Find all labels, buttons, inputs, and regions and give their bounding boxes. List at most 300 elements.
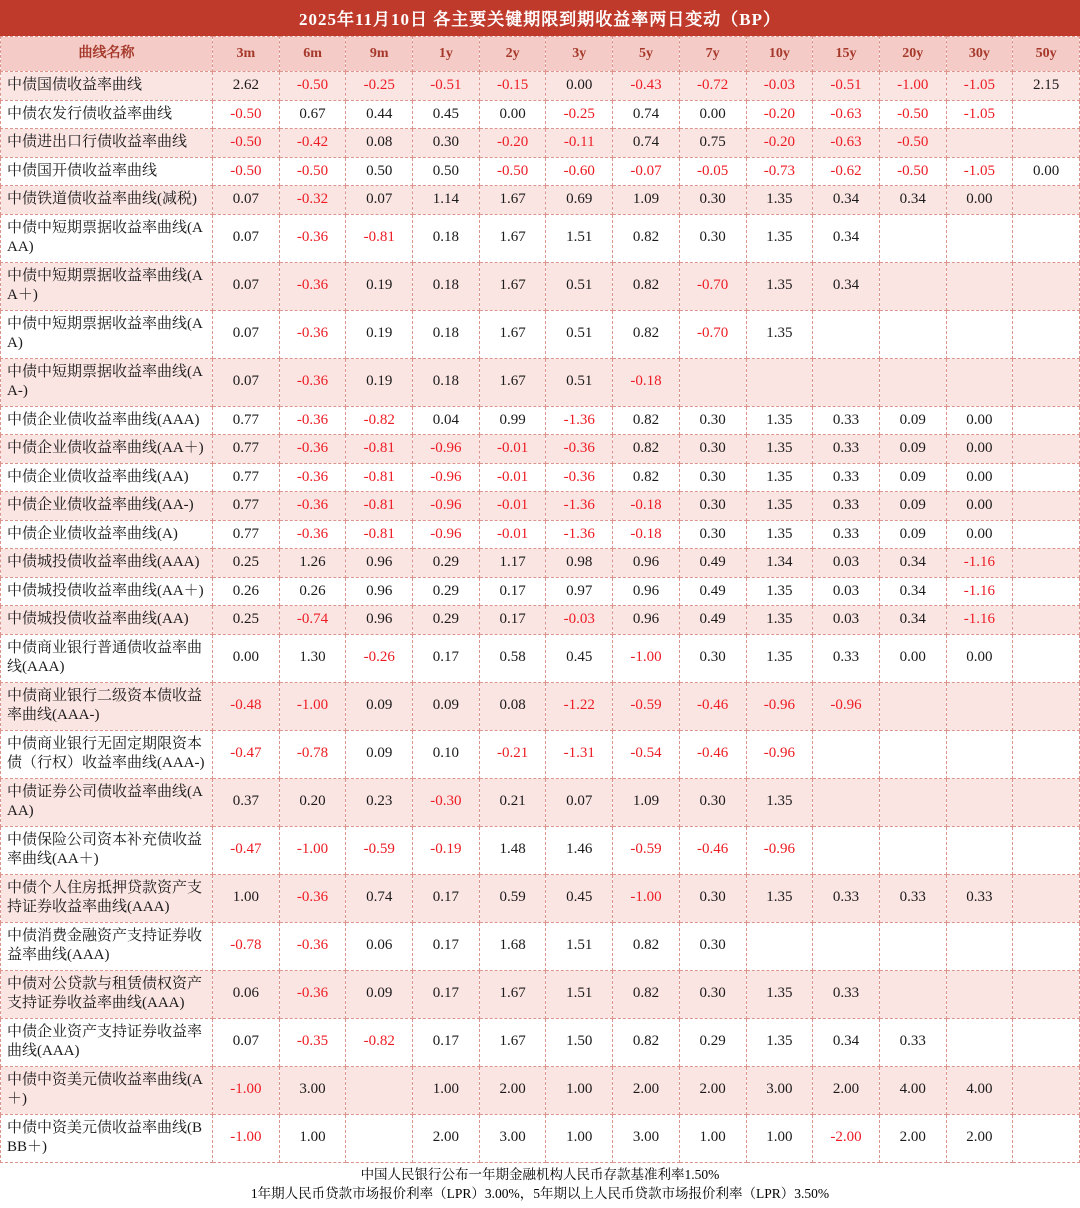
value-cell: -0.36 <box>279 922 346 970</box>
curve-name: 中债中短期票据收益率曲线(AA＋) <box>1 262 213 310</box>
value-cell: 0.07 <box>213 262 280 310</box>
value-cell: -0.96 <box>746 682 813 730</box>
curve-name: 中债中短期票据收益率曲线(AAA) <box>1 214 213 262</box>
value-cell <box>1013 1114 1080 1162</box>
value-cell: 0.00 <box>946 520 1013 549</box>
value-cell: 2.00 <box>413 1114 480 1162</box>
value-cell: -0.54 <box>613 730 680 778</box>
value-cell: 1.34 <box>746 549 813 578</box>
value-cell <box>813 730 880 778</box>
value-cell: 0.09 <box>413 682 480 730</box>
value-cell: -0.72 <box>679 72 746 101</box>
value-cell: -0.03 <box>746 72 813 101</box>
value-cell <box>1013 634 1080 682</box>
value-cell: -0.05 <box>679 157 746 186</box>
value-cell: -1.00 <box>213 1066 280 1114</box>
value-cell <box>813 922 880 970</box>
value-cell <box>879 826 946 874</box>
value-cell: 0.30 <box>679 463 746 492</box>
value-cell: 0.34 <box>813 262 880 310</box>
value-cell: -0.59 <box>613 682 680 730</box>
value-cell <box>1013 922 1080 970</box>
value-cell <box>1013 826 1080 874</box>
value-cell: 0.33 <box>813 634 880 682</box>
table-row <box>1 358 1080 406</box>
value-cell <box>879 970 946 1018</box>
value-cell <box>946 310 1013 358</box>
value-cell: 0.09 <box>346 970 413 1018</box>
value-cell: 0.82 <box>613 970 680 1018</box>
value-cell: 0.00 <box>946 435 1013 464</box>
value-cell: -1.16 <box>946 549 1013 578</box>
value-cell: 0.74 <box>613 129 680 158</box>
value-cell: 3.00 <box>746 1066 813 1114</box>
curve-name: 中债保险公司资本补充债收益率曲线(AA＋) <box>1 826 213 874</box>
value-cell: -0.43 <box>613 72 680 101</box>
value-cell: 1.35 <box>746 634 813 682</box>
value-cell: 0.30 <box>679 634 746 682</box>
table-row <box>1 730 1080 778</box>
value-cell: 0.33 <box>813 520 880 549</box>
value-cell: -0.96 <box>413 463 480 492</box>
value-cell: -1.05 <box>946 157 1013 186</box>
value-cell: 0.82 <box>613 310 680 358</box>
value-cell <box>946 358 1013 406</box>
value-cell: -0.96 <box>746 730 813 778</box>
value-cell: 0.34 <box>879 186 946 215</box>
value-cell: -0.36 <box>279 435 346 464</box>
table-row <box>1 72 1080 101</box>
table-row <box>1 520 1080 549</box>
value-cell: 0.18 <box>413 262 480 310</box>
value-cell <box>1013 129 1080 158</box>
value-cell: 0.26 <box>213 577 280 606</box>
value-cell: 0.25 <box>213 549 280 578</box>
value-cell: 0.07 <box>546 778 613 826</box>
value-cell: 0.51 <box>546 262 613 310</box>
value-cell: 0.82 <box>613 435 680 464</box>
value-cell <box>946 922 1013 970</box>
value-cell: 3.00 <box>479 1114 546 1162</box>
value-cell <box>1013 730 1080 778</box>
table-row <box>1 435 1080 464</box>
value-cell: -0.32 <box>279 186 346 215</box>
table-row <box>1 922 1080 970</box>
value-cell: 0.00 <box>213 634 280 682</box>
value-cell: 0.33 <box>946 874 1013 922</box>
value-cell: 1.35 <box>746 970 813 1018</box>
curve-name: 中债中资美元债收益率曲线(A＋) <box>1 1066 213 1114</box>
value-cell <box>1013 492 1080 521</box>
value-cell: 0.77 <box>213 406 280 435</box>
value-cell: 0.96 <box>346 606 413 635</box>
value-cell <box>813 310 880 358</box>
tenor-header: 30y <box>946 37 1013 72</box>
value-cell: -0.96 <box>413 435 480 464</box>
value-cell <box>1013 406 1080 435</box>
value-cell: -1.00 <box>213 1114 280 1162</box>
value-cell: 1.67 <box>479 358 546 406</box>
value-cell: 0.33 <box>879 874 946 922</box>
value-cell <box>946 778 1013 826</box>
value-cell: 4.00 <box>946 1066 1013 1114</box>
curve-name: 中债城投债收益率曲线(AAA) <box>1 549 213 578</box>
value-cell: -1.16 <box>946 577 1013 606</box>
value-cell: 0.37 <box>213 778 280 826</box>
tenor-header: 15y <box>813 37 880 72</box>
value-cell <box>946 1018 1013 1066</box>
curve-name: 中债对公贷款与租赁债权资产支持证券收益率曲线(AAA) <box>1 970 213 1018</box>
curve-name: 中债城投债收益率曲线(AA＋) <box>1 577 213 606</box>
value-cell: -0.36 <box>279 262 346 310</box>
value-cell <box>1013 970 1080 1018</box>
value-cell: -0.59 <box>613 826 680 874</box>
value-cell: 0.26 <box>279 577 346 606</box>
value-cell: 0.30 <box>679 970 746 1018</box>
value-cell: 0.75 <box>679 129 746 158</box>
value-cell: -1.00 <box>613 634 680 682</box>
value-cell: -0.11 <box>546 129 613 158</box>
value-cell <box>879 778 946 826</box>
value-cell: -0.74 <box>279 606 346 635</box>
value-cell: 0.69 <box>546 186 613 215</box>
value-cell: 1.67 <box>479 1018 546 1066</box>
value-cell: -0.62 <box>813 157 880 186</box>
value-cell: -0.96 <box>413 520 480 549</box>
value-cell <box>1013 214 1080 262</box>
value-cell: 0.29 <box>413 549 480 578</box>
value-cell: 0.97 <box>546 577 613 606</box>
value-cell: 0.51 <box>546 358 613 406</box>
value-cell: -0.36 <box>279 492 346 521</box>
value-cell: 0.51 <box>546 310 613 358</box>
value-cell: 1.50 <box>546 1018 613 1066</box>
tenor-header: 9m <box>346 37 413 72</box>
value-cell: 0.49 <box>679 606 746 635</box>
table-row <box>1 682 1080 730</box>
value-cell: -0.19 <box>413 826 480 874</box>
curve-name: 中债商业银行普通债收益率曲线(AAA) <box>1 634 213 682</box>
curve-name: 中债中短期票据收益率曲线(AA-) <box>1 358 213 406</box>
value-cell <box>946 730 1013 778</box>
value-cell: 3.00 <box>279 1066 346 1114</box>
value-cell: 0.07 <box>213 1018 280 1066</box>
value-cell: 0.77 <box>213 463 280 492</box>
value-cell: -0.47 <box>213 730 280 778</box>
value-cell: -0.30 <box>413 778 480 826</box>
value-cell: -0.36 <box>279 406 346 435</box>
value-cell: -1.00 <box>279 826 346 874</box>
value-cell: 0.96 <box>346 549 413 578</box>
table-row <box>1 100 1080 129</box>
value-cell: -0.50 <box>879 129 946 158</box>
value-cell: 1.14 <box>413 186 480 215</box>
value-cell: 0.20 <box>279 778 346 826</box>
page-title: 2025年11月10日 各主要关键期限到期收益率两日变动（BP） <box>0 0 1080 36</box>
value-cell: 0.34 <box>879 549 946 578</box>
value-cell: 0.06 <box>346 922 413 970</box>
value-cell: 1.00 <box>546 1114 613 1162</box>
value-cell: 0.34 <box>813 214 880 262</box>
value-cell: 0.30 <box>413 129 480 158</box>
value-cell: -0.60 <box>546 157 613 186</box>
table-row <box>1 214 1080 262</box>
value-cell: -0.21 <box>479 730 546 778</box>
value-cell: 1.35 <box>746 778 813 826</box>
value-cell: 0.33 <box>813 970 880 1018</box>
table-row <box>1 406 1080 435</box>
value-cell: -0.78 <box>213 922 280 970</box>
value-cell <box>1013 778 1080 826</box>
table-row <box>1 1066 1080 1114</box>
value-cell: 0.06 <box>213 970 280 1018</box>
value-cell <box>346 1066 413 1114</box>
value-cell: 1.68 <box>479 922 546 970</box>
table-row <box>1 549 1080 578</box>
value-cell <box>813 778 880 826</box>
value-cell: 1.67 <box>479 310 546 358</box>
value-cell: 0.17 <box>413 1018 480 1066</box>
curve-name: 中债铁道债收益率曲线(减税) <box>1 186 213 215</box>
value-cell: 0.08 <box>346 129 413 158</box>
value-cell: 0.33 <box>813 492 880 521</box>
value-cell: 1.35 <box>746 214 813 262</box>
value-cell: 0.44 <box>346 100 413 129</box>
curve-name: 中债消费金融资产支持证券收益率曲线(AAA) <box>1 922 213 970</box>
value-cell <box>1013 549 1080 578</box>
value-cell <box>1013 1018 1080 1066</box>
value-cell: -0.59 <box>346 826 413 874</box>
value-cell: -0.36 <box>279 358 346 406</box>
value-cell: -0.46 <box>679 730 746 778</box>
curve-name: 中债证券公司债收益率曲线(AAA) <box>1 778 213 826</box>
value-cell <box>1013 1066 1080 1114</box>
table-row <box>1 778 1080 826</box>
value-cell: -0.15 <box>479 72 546 101</box>
value-cell <box>879 310 946 358</box>
value-cell: -0.96 <box>813 682 880 730</box>
value-cell: 1.00 <box>413 1066 480 1114</box>
value-cell: -1.05 <box>946 72 1013 101</box>
value-cell: 0.18 <box>413 214 480 262</box>
value-cell <box>879 730 946 778</box>
table-header-row <box>1 37 1080 72</box>
value-cell: -0.36 <box>279 463 346 492</box>
curve-name: 中债城投债收益率曲线(AA) <box>1 606 213 635</box>
value-cell <box>1013 358 1080 406</box>
table-row <box>1 970 1080 1018</box>
value-cell: 0.21 <box>479 778 546 826</box>
value-cell: -0.36 <box>279 310 346 358</box>
value-cell: 0.04 <box>413 406 480 435</box>
value-cell: 1.00 <box>546 1066 613 1114</box>
value-cell <box>679 358 746 406</box>
value-cell: -0.50 <box>279 72 346 101</box>
value-cell: 0.17 <box>413 922 480 970</box>
tenor-header: 6m <box>279 37 346 72</box>
value-cell: -0.01 <box>479 463 546 492</box>
table-row <box>1 186 1080 215</box>
value-cell: 0.30 <box>679 492 746 521</box>
curve-name: 中债个人住房抵押贷款资产支持证券收益率曲线(AAA) <box>1 874 213 922</box>
value-cell: 0.45 <box>413 100 480 129</box>
value-cell: -0.63 <box>813 129 880 158</box>
value-cell: -0.50 <box>213 100 280 129</box>
value-cell: 0.77 <box>213 520 280 549</box>
value-cell <box>946 129 1013 158</box>
value-cell: 1.35 <box>746 406 813 435</box>
value-cell: 0.25 <box>213 606 280 635</box>
value-cell: 0.96 <box>346 577 413 606</box>
tenor-header: 5y <box>613 37 680 72</box>
value-cell <box>879 214 946 262</box>
curve-name: 中债企业债收益率曲线(AA) <box>1 463 213 492</box>
value-cell: 1.35 <box>746 186 813 215</box>
value-cell: -0.01 <box>479 520 546 549</box>
value-cell: -0.63 <box>813 100 880 129</box>
value-cell: -0.01 <box>479 492 546 521</box>
value-cell <box>879 922 946 970</box>
value-cell: -0.81 <box>346 214 413 262</box>
value-cell: -0.36 <box>279 970 346 1018</box>
value-cell: 1.67 <box>479 214 546 262</box>
value-cell: 0.00 <box>946 492 1013 521</box>
value-cell: 1.67 <box>479 186 546 215</box>
value-cell <box>1013 100 1080 129</box>
value-cell: 2.00 <box>479 1066 546 1114</box>
value-cell: 0.30 <box>679 874 746 922</box>
value-cell: -0.78 <box>279 730 346 778</box>
value-cell: -0.96 <box>413 492 480 521</box>
value-cell: 0.82 <box>613 463 680 492</box>
value-cell: -0.35 <box>279 1018 346 1066</box>
table-row <box>1 634 1080 682</box>
value-cell: 1.35 <box>746 874 813 922</box>
value-cell <box>946 262 1013 310</box>
curve-name: 中债企业债收益率曲线(AA＋) <box>1 435 213 464</box>
value-cell: -0.82 <box>346 1018 413 1066</box>
curve-name: 中债中短期票据收益率曲线(AA) <box>1 310 213 358</box>
yield-change-table <box>0 36 1080 1163</box>
value-cell: -0.82 <box>346 406 413 435</box>
value-cell <box>1013 310 1080 358</box>
value-cell: 0.30 <box>679 435 746 464</box>
table-row <box>1 606 1080 635</box>
value-cell <box>1013 435 1080 464</box>
curve-name: 中债国债收益率曲线 <box>1 72 213 101</box>
value-cell: 4.00 <box>879 1066 946 1114</box>
value-cell <box>1013 463 1080 492</box>
table-row <box>1 492 1080 521</box>
value-cell: -1.00 <box>279 682 346 730</box>
value-cell: 0.33 <box>813 406 880 435</box>
value-cell: 0.19 <box>346 310 413 358</box>
value-cell: 1.00 <box>279 1114 346 1162</box>
table-row <box>1 1114 1080 1162</box>
value-cell: 0.30 <box>679 922 746 970</box>
value-cell: 0.10 <box>413 730 480 778</box>
value-cell: 1.35 <box>746 520 813 549</box>
value-cell: 0.17 <box>413 874 480 922</box>
value-cell: 0.07 <box>213 186 280 215</box>
value-cell: 0.96 <box>613 549 680 578</box>
value-cell <box>879 682 946 730</box>
value-cell: -2.00 <box>813 1114 880 1162</box>
table-row <box>1 129 1080 158</box>
value-cell: 1.48 <box>479 826 546 874</box>
value-cell: -0.36 <box>546 435 613 464</box>
value-cell: -0.25 <box>546 100 613 129</box>
value-cell <box>1013 520 1080 549</box>
value-cell: 0.18 <box>413 358 480 406</box>
value-cell: -0.51 <box>813 72 880 101</box>
value-cell: 0.33 <box>813 463 880 492</box>
tenor-header: 3y <box>546 37 613 72</box>
value-cell: 0.00 <box>679 100 746 129</box>
tenor-header: 3m <box>213 37 280 72</box>
value-cell: 0.09 <box>346 682 413 730</box>
value-cell: 2.00 <box>946 1114 1013 1162</box>
tenor-header: 2y <box>479 37 546 72</box>
value-cell <box>1013 577 1080 606</box>
value-cell: 1.51 <box>546 970 613 1018</box>
curve-name: 中债商业银行二级资本债收益率曲线(AAA-) <box>1 682 213 730</box>
value-cell: -0.73 <box>746 157 813 186</box>
value-cell: 0.23 <box>346 778 413 826</box>
table-row <box>1 310 1080 358</box>
value-cell: 0.00 <box>946 406 1013 435</box>
table-row <box>1 577 1080 606</box>
value-cell: 0.09 <box>879 520 946 549</box>
value-cell: 0.33 <box>813 874 880 922</box>
value-cell: -1.05 <box>946 100 1013 129</box>
value-cell: -0.36 <box>279 520 346 549</box>
value-cell <box>879 262 946 310</box>
table-row <box>1 1018 1080 1066</box>
value-cell: 0.58 <box>479 634 546 682</box>
tenor-header: 10y <box>746 37 813 72</box>
value-cell: 0.30 <box>679 406 746 435</box>
value-cell: 0.96 <box>613 577 680 606</box>
value-cell: 0.82 <box>613 214 680 262</box>
value-cell: 0.82 <box>613 1018 680 1066</box>
value-cell: -0.47 <box>213 826 280 874</box>
value-cell <box>813 826 880 874</box>
value-cell: 0.82 <box>613 262 680 310</box>
value-cell <box>946 826 1013 874</box>
value-cell: 0.34 <box>813 1018 880 1066</box>
value-cell: 0.17 <box>413 970 480 1018</box>
value-cell: -0.50 <box>479 157 546 186</box>
value-cell: 0.82 <box>613 406 680 435</box>
value-cell: 1.46 <box>546 826 613 874</box>
value-cell: 0.00 <box>479 100 546 129</box>
value-cell: 0.98 <box>546 549 613 578</box>
value-cell: 0.45 <box>546 874 613 922</box>
value-cell: 1.35 <box>746 463 813 492</box>
value-cell: 0.00 <box>946 463 1013 492</box>
value-cell: 0.07 <box>213 358 280 406</box>
value-cell: 0.00 <box>1013 157 1080 186</box>
value-cell: 0.30 <box>679 214 746 262</box>
value-cell <box>1013 606 1080 635</box>
value-cell: 2.00 <box>813 1066 880 1114</box>
value-cell: 1.30 <box>279 634 346 682</box>
value-cell: 0.17 <box>413 634 480 682</box>
curve-name: 中债企业债收益率曲线(AAA) <box>1 406 213 435</box>
value-cell: 1.26 <box>279 549 346 578</box>
value-cell: -0.25 <box>346 72 413 101</box>
